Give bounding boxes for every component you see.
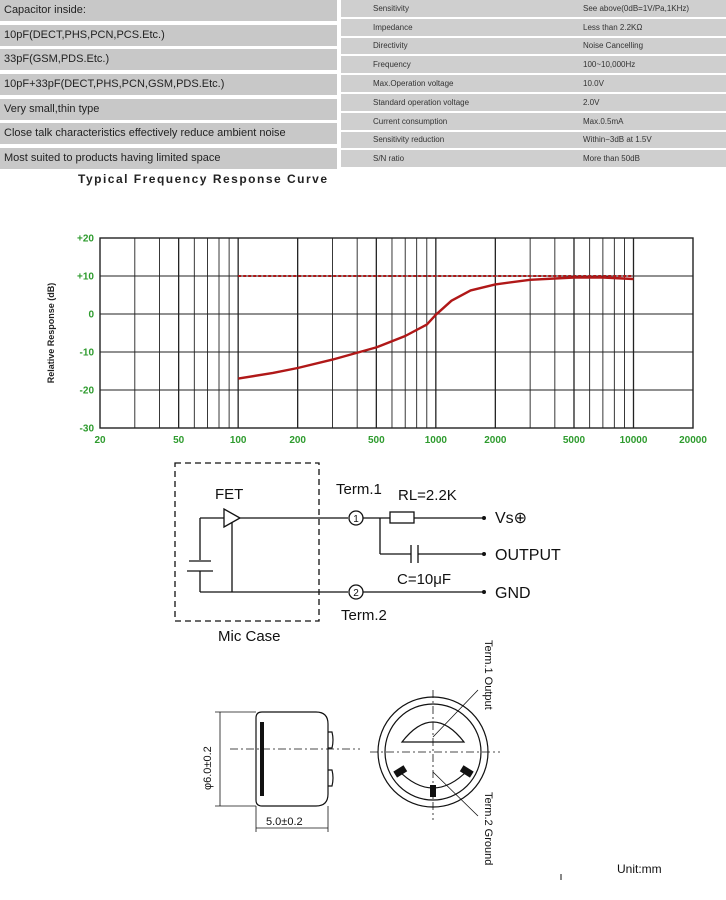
frequency-response-chart — [46, 234, 707, 447]
spec-value: Noise Cancelling — [577, 37, 726, 56]
resistor-label: RL=2.2K — [398, 487, 457, 504]
spec-label: Sensitivity reduction — [341, 131, 577, 150]
mic-case-outline — [175, 463, 319, 621]
feature-item: 10pF(DECT,PHS,PCN,PCS.Etc.) — [0, 25, 337, 46]
mic-side-view — [215, 712, 360, 832]
x-tick-label: 20000 — [679, 435, 707, 446]
x-tick-label: 100 — [229, 435, 247, 446]
y-tick-label: +20 — [77, 233, 94, 245]
output-label: OUTPUT — [495, 547, 561, 564]
x-tick-label: 10000 — [619, 435, 648, 446]
curve-title: Typical Frequency Response Curve — [78, 172, 329, 186]
diameter-label: φ6.0±0.2 — [202, 746, 214, 790]
front-view-pads — [393, 765, 473, 797]
y-tick-label: +10 — [77, 271, 94, 283]
y-tick-label: -10 — [79, 347, 94, 359]
spec-value: Max.0.5mA — [577, 112, 726, 131]
junction-dot — [482, 552, 486, 556]
junction-dot — [482, 516, 486, 520]
mic-pin — [328, 732, 333, 748]
term2-leader — [433, 772, 478, 816]
pin2-number: 2 — [353, 588, 359, 599]
feature-item: Very small,thin type — [0, 99, 337, 120]
y-tick-label: -30 — [79, 423, 94, 435]
junction-dot — [482, 590, 486, 594]
height-label: 5.0±0.2 — [266, 816, 303, 828]
x-tick-label: 500 — [367, 435, 385, 446]
spec-label: Standard operation voltage — [341, 93, 577, 112]
x-tick-label: 5000 — [562, 435, 586, 446]
solder-mark — [430, 785, 436, 797]
spec-value: Within−3dB at 1.5V — [577, 131, 726, 150]
solder-mark — [393, 765, 407, 777]
spec-label: Current consumption — [341, 112, 577, 131]
term2-ground-label: Term.2 Ground — [482, 792, 494, 866]
y-tick-label: 0 — [88, 309, 94, 321]
mic-pin — [328, 770, 333, 786]
term2-label: Term.2 — [341, 607, 387, 624]
feature-item: 10pF+33pF(DECT,PHS,PCN,GSM,PDS.Etc.) — [0, 74, 337, 95]
spec-label: Directivity — [341, 37, 577, 56]
spec-label: S/N ratio — [341, 149, 577, 168]
feature-item: Capacitor inside: — [0, 0, 337, 21]
chart-frame — [100, 238, 693, 428]
spec-value: 10.0V — [577, 74, 726, 93]
mic-case-label: Mic Case — [218, 628, 281, 645]
x-tick-label: 20 — [94, 435, 106, 446]
x-tick-label: 2000 — [484, 435, 507, 446]
resistor-symbol — [390, 512, 414, 523]
spec-value: 100~10,000Hz — [577, 55, 726, 74]
mic-body-outline — [256, 712, 328, 806]
vs-label: Vs⊕ — [495, 510, 528, 527]
y-axis-label: Relative Response (dB) — [46, 282, 56, 384]
pin1-number: 1 — [353, 514, 359, 525]
spec-value: More than 50dB — [577, 149, 726, 168]
spec-label: Frequency — [341, 55, 577, 74]
spec-label: Sensitivity — [341, 0, 577, 18]
y-tick-label: -20 — [79, 385, 94, 397]
feature-item: 33pF(GSM,PDS.Etc.) — [0, 49, 337, 70]
gnd-label: GND — [495, 585, 531, 602]
spec-value: Less than 2.2KΩ — [577, 18, 726, 37]
spec-label: Max.Operation voltage — [341, 74, 577, 93]
term1-output-label: Term.1 Output — [482, 640, 494, 710]
dimension-labels — [202, 746, 303, 828]
spec-value: See above(0dB=1V/Pa,1KHz) — [577, 0, 726, 18]
terminal-dots — [482, 516, 486, 594]
x-tick-label: 50 — [173, 435, 185, 446]
term1-label: Term.1 — [336, 481, 382, 498]
feature-item: Close talk characteristics effectively reduce ambient noise — [0, 123, 337, 144]
mic-front-view — [370, 690, 500, 820]
x-tick-label: 200 — [289, 435, 307, 446]
spec-value: 2.0V — [577, 93, 726, 112]
x-tick-label: 1000 — [424, 435, 447, 446]
feature-item: Most suited to products having limited space — [0, 148, 337, 169]
fet-label: FET — [215, 486, 244, 503]
unit-label: Unit:mm — [617, 862, 662, 876]
spec-label: Impedance — [341, 18, 577, 37]
capacitor-label: C=10μF — [397, 571, 452, 588]
